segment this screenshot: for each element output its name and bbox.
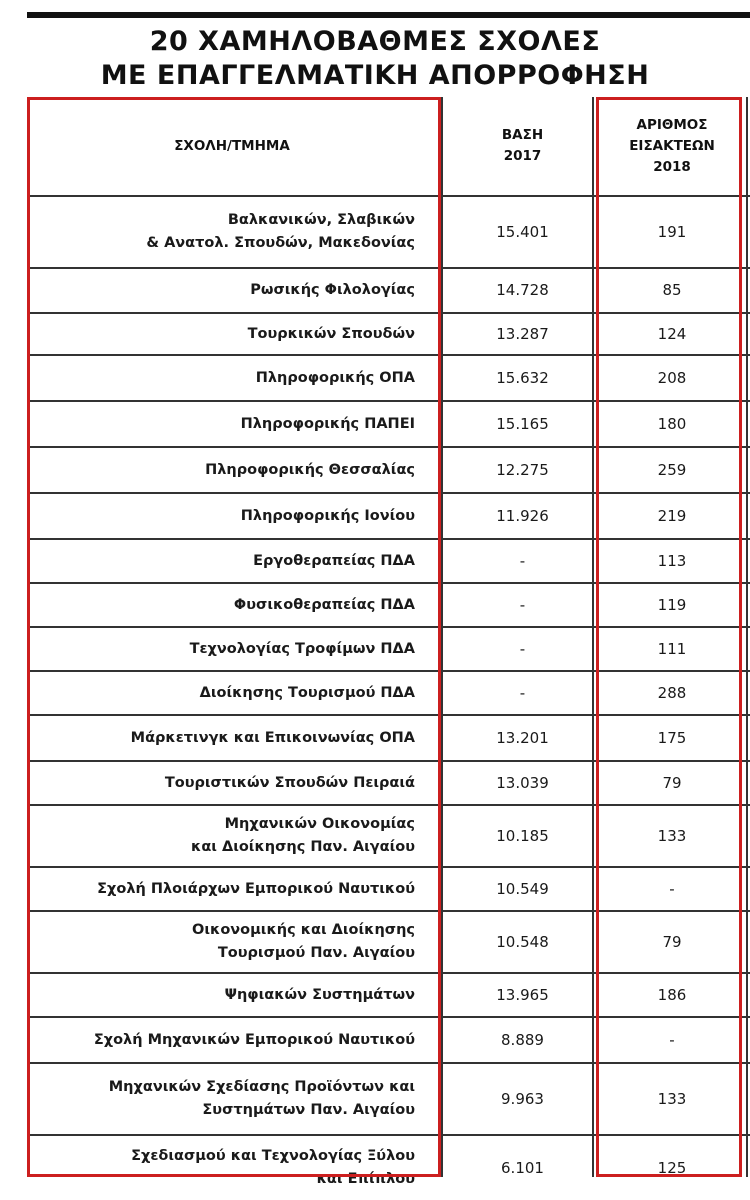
school-name: Φυσικοθεραπείας ΠΔΑ	[233, 596, 415, 613]
cell-count: 175	[657, 728, 687, 747]
cell-base: 10.549	[496, 879, 549, 898]
cell-count: 79	[662, 773, 682, 792]
cell-count: 180	[657, 414, 687, 433]
cell-base: 15.632	[496, 368, 549, 387]
cell-base: 8.889	[501, 1030, 544, 1049]
column-header-base: ΒΑΣΗ 2017	[501, 127, 544, 164]
cell-count: 191	[657, 222, 687, 241]
school-name: Σχεδιασμού και Τεχνολογίας Ξύλου και Επίπλου	[131, 1148, 415, 1187]
column-header-school: ΣΧΟΛΗ/ΤΜΗΜΑ	[174, 137, 290, 154]
school-name: Βαλκανικών, Σλαβικών & Ανατολ. Σπουδών, Μακεδονίας	[146, 212, 415, 251]
page-subtitle: ΜΕ ΕΠΑΓΓΕΛΜΑΤΙΚΗ ΑΠΟΡΡΟΦΗΣΗ	[100, 60, 650, 91]
school-name: Ρωσικής Φιλολογίας	[250, 282, 415, 298]
cell-base: 13.039	[496, 773, 549, 792]
school-name: Σχολή Πλοιάρχων Εμπορικού Ναυτικού	[97, 880, 415, 897]
school-name: Ψηφιακών Συστημάτων	[224, 986, 415, 1003]
cell-base: 15.401	[496, 222, 549, 241]
page-title: 20 ΧΑΜΗΛΟΒΑΘΜΕΣ ΣΧΟΛΕΣ	[149, 26, 601, 57]
cell-count: 111	[657, 639, 687, 658]
cell-count: -	[669, 1030, 675, 1049]
cell-base: 12.275	[496, 460, 549, 479]
cell-base: 15.165	[496, 414, 549, 433]
cell-count: 208	[657, 368, 687, 387]
school-name: Πληροφορικής ΟΠΑ	[255, 369, 415, 386]
cell-base: -	[519, 639, 526, 658]
school-name: Πληροφορικής Ιονίου	[240, 507, 415, 524]
school-name: Εργοθεραπείας ΠΔΑ	[253, 552, 415, 569]
cell-count: 186	[657, 985, 687, 1004]
cell-base: 13.965	[496, 985, 549, 1004]
school-name: Τουριστικών Σπουδών Πειραιά	[164, 774, 415, 791]
column-divider	[592, 97, 594, 1177]
cell-base: 14.728	[496, 281, 549, 299]
cell-count: 85	[662, 281, 682, 299]
cell-base: -	[519, 595, 526, 614]
cell-base: 13.201	[496, 728, 549, 747]
school-name: Τουρκικών Σπουδών	[247, 325, 415, 342]
cell-count: 119	[657, 595, 687, 614]
cell-count: 113	[657, 551, 687, 570]
cell-base: -	[519, 683, 526, 702]
school-name: Μηχανικών Οικονομίας και Διοίκησης Παν. Αιγαίου	[191, 816, 415, 855]
school-name: Πληροφορικής Θεσσαλίας	[205, 461, 415, 478]
cell-count: 125	[657, 1158, 687, 1177]
cell-base: -	[519, 551, 526, 570]
school-name: Σχολή Μηχανικών Εμπορικού Ναυτικού	[93, 1031, 415, 1048]
cell-base: 11.926	[496, 506, 549, 525]
school-name: Μάρκετινγκ και Επικοινωνίας ΟΠΑ	[130, 729, 415, 746]
cell-count: 79	[662, 932, 682, 951]
cell-count: 133	[657, 1089, 687, 1108]
cell-base: 13.287	[496, 324, 549, 343]
cell-count: 288	[657, 683, 687, 702]
cell-count: 259	[657, 460, 687, 479]
cell-base: 10.548	[496, 932, 549, 951]
cell-base: 10.185	[496, 826, 549, 845]
school-name: Οικονομικής και Διοίκησης Τουρισμού Παν. Αιγαίου	[192, 922, 415, 961]
cell-count: 133	[657, 826, 687, 845]
school-name: Τεχνολογίας Τροφίμων ΠΔΑ	[189, 640, 415, 657]
column-divider	[441, 97, 443, 1177]
cell-base: 6.101	[501, 1158, 544, 1177]
cell-base: 9.963	[501, 1089, 544, 1108]
column-header-count: ΑΡΙΘΜΟΣ ΕΙΣΑΚΤΕΩΝ 2018	[629, 116, 715, 175]
column-divider	[746, 97, 748, 1177]
cell-count: 219	[657, 506, 687, 525]
school-name: Πληροφορικής ΠΑΠΕΙ	[240, 415, 415, 432]
top-rule	[27, 12, 750, 18]
cell-count: 124	[657, 324, 687, 343]
school-name: Μηχανικών Σχεδίασης Προϊόντων και Συστημάτων Παν. Αιγαίου	[108, 1079, 415, 1118]
school-name: Διοίκησης Τουρισμού ΠΔΑ	[199, 684, 415, 701]
highlight-frame-school	[27, 97, 441, 1177]
highlight-frame-count	[596, 97, 742, 1177]
cell-count: -	[669, 879, 675, 898]
